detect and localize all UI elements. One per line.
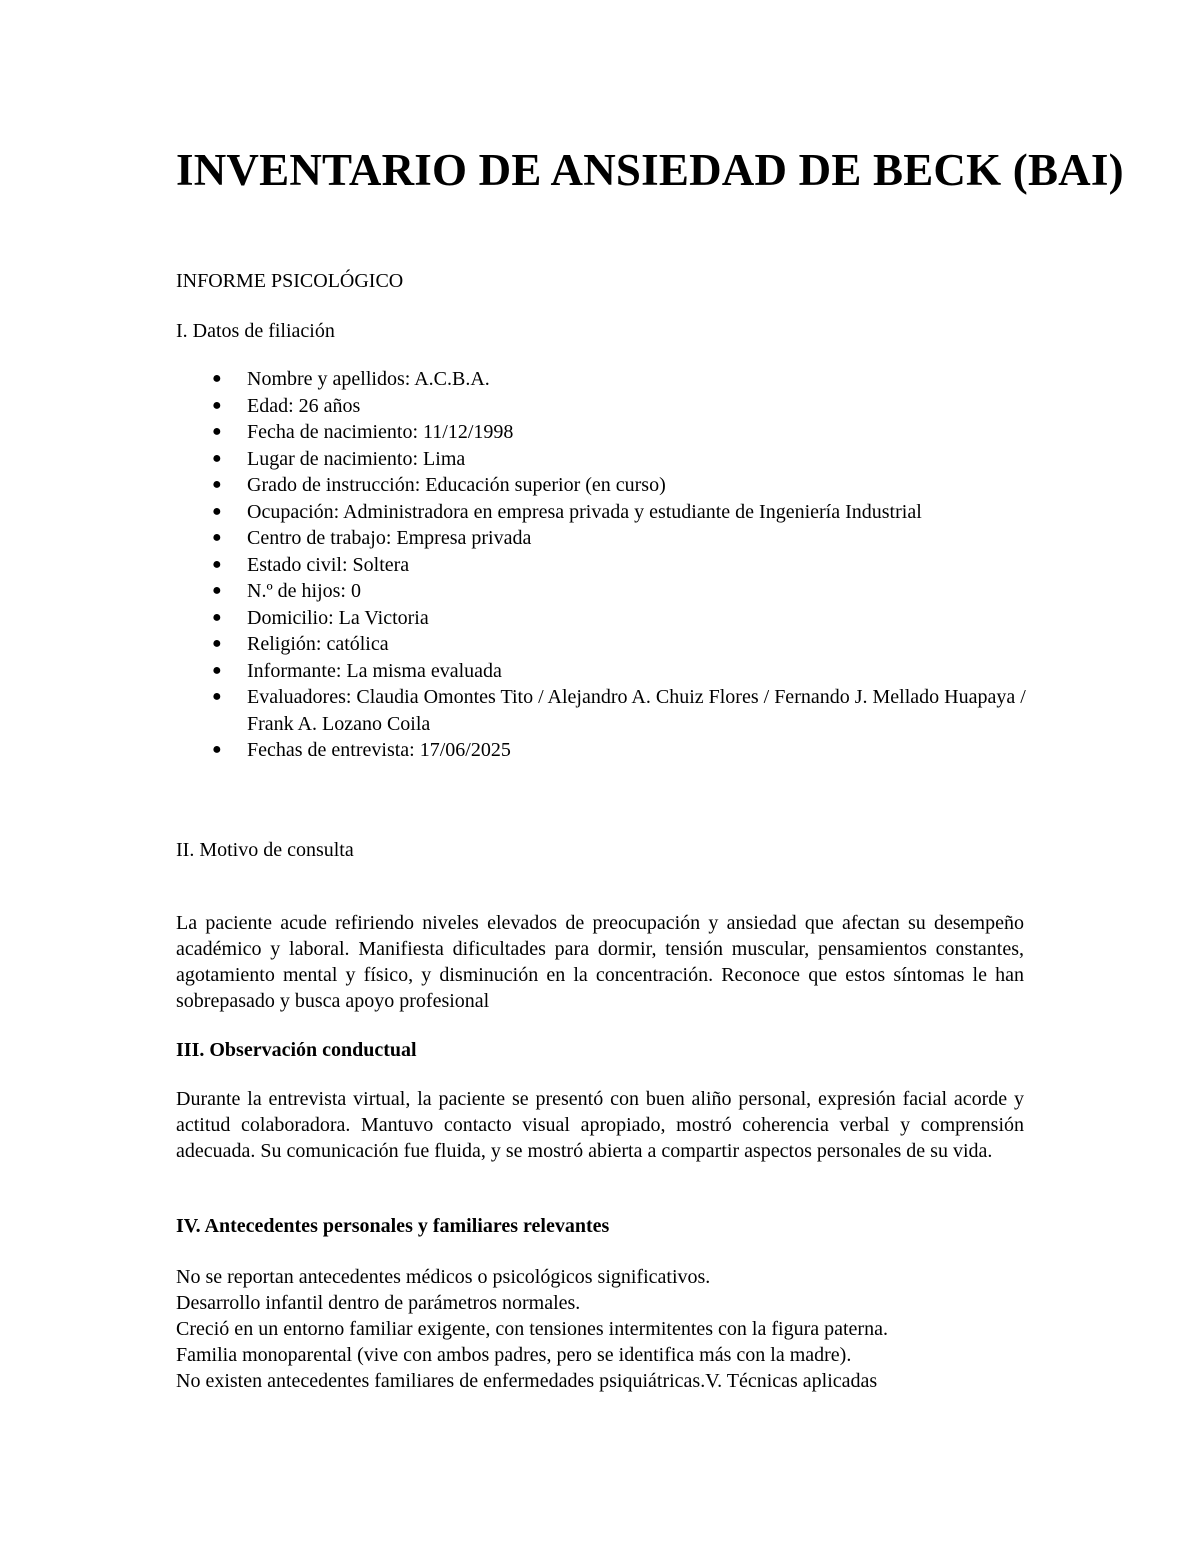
bullet-icon: ● bbox=[212, 529, 222, 546]
list-item: ● N.º de hijos: 0 bbox=[176, 578, 1036, 605]
bullet-icon: ● bbox=[212, 688, 222, 705]
bullet-icon: ● bbox=[212, 423, 222, 440]
bullet-icon: ● bbox=[212, 502, 222, 520]
bullet-icon: ● bbox=[212, 741, 222, 758]
list-item: ● Domicilio: La Victoria bbox=[176, 605, 1036, 632]
text-line: No existen antecedentes familiares de enfermedades psiquiátricas.V. Técnicas aplicadas bbox=[176, 1370, 878, 1392]
list-item: ● Religión: católica bbox=[176, 631, 1036, 658]
list-item: ● Nombre y apellidos: A.C.B.A. bbox=[176, 366, 1036, 393]
bullet-icon: ● bbox=[212, 476, 222, 493]
list-item: ● Edad: 26 años bbox=[176, 393, 1036, 420]
section-4-lines bbox=[176, 1264, 1036, 1394]
list-item: ● Estado civil: Soltera bbox=[176, 552, 1036, 579]
list-item: ● Fecha de nacimiento: 11/12/1998 bbox=[176, 419, 1036, 446]
filiation-list bbox=[176, 366, 1036, 764]
bullet-icon: ● bbox=[212, 396, 222, 414]
bullet-icon: ● bbox=[212, 449, 222, 467]
section-3-heading: III. Observación conductual bbox=[176, 1039, 417, 1061]
text-line: Desarrollo infantil dentro de parámetros normales. bbox=[176, 1292, 581, 1314]
list-item: ● Ocupación: Administradora en empresa privada y estudiante de Ingeniería Industrial bbox=[176, 499, 1036, 526]
text-line: Familia monoparental (vive con ambos padres, pero se identifica más con la madre). bbox=[176, 1344, 852, 1366]
section-2-paragraph: La paciente acude refiriendo niveles elevados de preocupación y ansiedad que afectan su desempeño académico y laboral. Manifiesta dificultades para dormir, tensión muscular, pensamientos constantes, agotamiento mental y físico, y disminución en la concentración. Reconoce que estos síntomas le han sobrepasado y busca apoyo profesional bbox=[176, 912, 1024, 1012]
bullet-icon: ● bbox=[212, 582, 222, 599]
list-item: ● Lugar de nacimiento: Lima bbox=[176, 446, 1036, 473]
text-line: No se reportan antecedentes médicos o psicológicos significativos. bbox=[176, 1266, 711, 1288]
section-1-heading: I. Datos de filiación bbox=[176, 320, 335, 342]
report-label: INFORME PSICOLÓGICO bbox=[176, 270, 404, 292]
section-4-heading: IV. Antecedentes personales y familiares relevantes bbox=[176, 1215, 610, 1237]
text-line: Creció en un entorno familiar exigente, con tensiones intermitentes con la figura paterna. bbox=[176, 1318, 888, 1340]
list-item: ● Evaluadores: Claudia Omontes Tito / Alejandro A. Chuiz Flores / Fernando J. Mellado Huapaya / Frank A. Lozano Coila bbox=[212, 686, 1026, 735]
list-item: ● Centro de trabajo: Empresa privada bbox=[176, 525, 1036, 552]
section-2-heading: II. Motivo de consulta bbox=[176, 839, 354, 861]
list-item: ● Informante: La misma evaluada bbox=[176, 658, 1036, 685]
bullet-icon: ● bbox=[212, 555, 222, 573]
bullet-icon: ● bbox=[212, 635, 222, 652]
list-item: ● Grado de instrucción: Educación superior (en curso) bbox=[176, 472, 1036, 499]
bullet-icon: ● bbox=[212, 608, 222, 626]
section-3-paragraph: Durante la entrevista virtual, la paciente se presentó con buen aliño personal, expresión facial acorde y actitud colaboradora. Mantuvo contacto visual apropiado, mostró coherencia verbal y comprensión adecuada. Su comunicación fue fluida, y se mostró abierta a compartir aspectos personales de su vida. bbox=[176, 1088, 1024, 1162]
document-title: INVENTARIO DE ANSIEDAD DE BECK (BAI) bbox=[176, 145, 1124, 195]
list-item: ● Fechas de entrevista: 17/06/2025 bbox=[176, 737, 1036, 764]
bullet-icon: ● bbox=[212, 661, 222, 679]
bullet-icon: ● bbox=[212, 370, 222, 387]
